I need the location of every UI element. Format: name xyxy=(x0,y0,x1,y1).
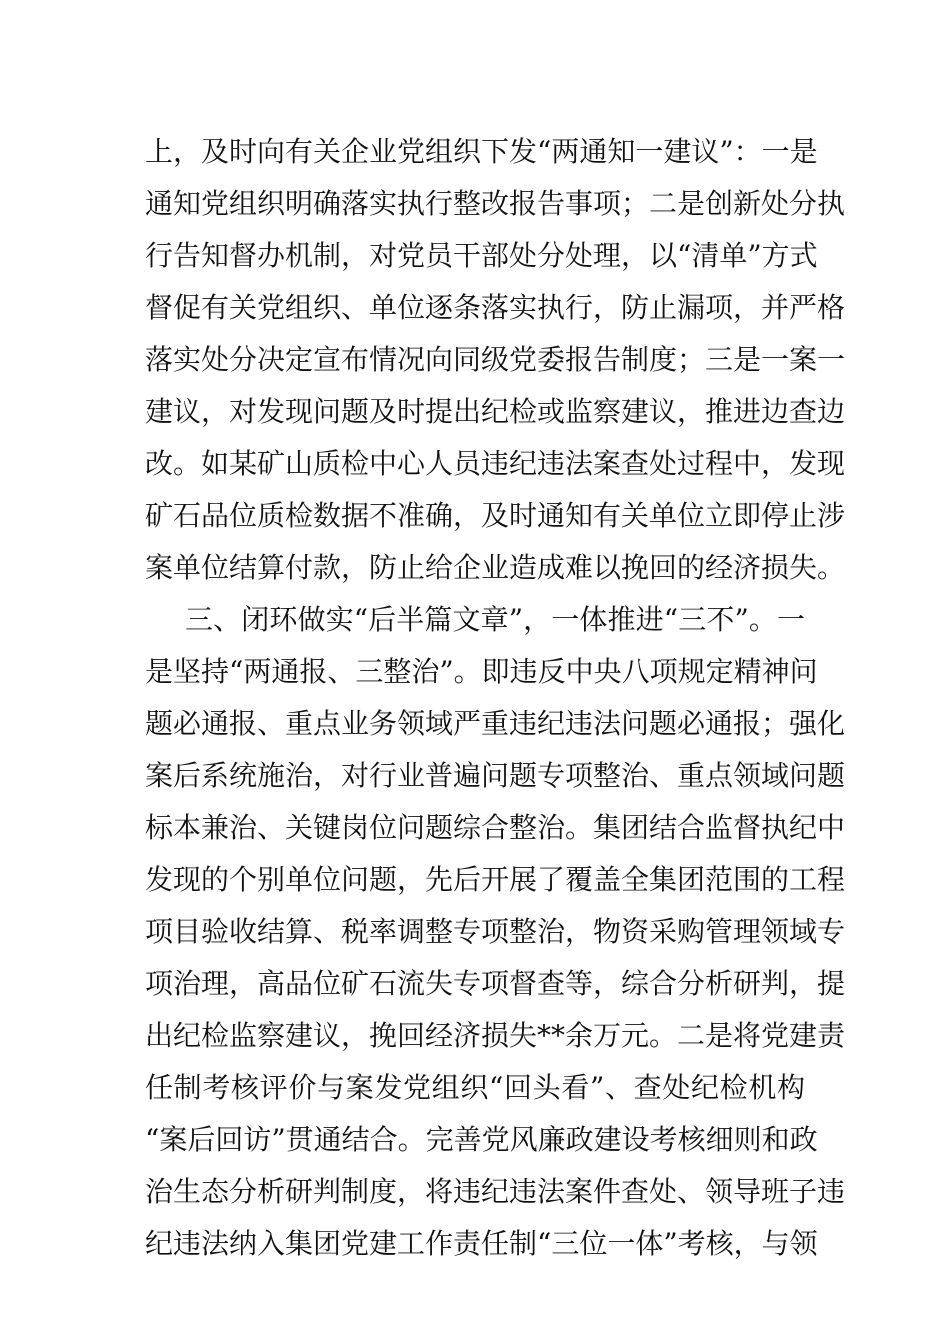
text-line: 上，及时向有关企业党组织下发“两通知一建议”：一是 xyxy=(145,135,818,168)
text-line: 发现的个别单位问题，先后开展了覆盖全集团范围的工程 xyxy=(145,863,846,896)
text-line: 落实处分决定宣布情况向同级党委报告制度；三是一案一 xyxy=(145,343,846,376)
text-line: 项治理，高品位矿石流失专项督查等，综合分析研判，提 xyxy=(145,967,846,1000)
text-line: 案后系统施治，对行业普遍问题专项整治、重点领域问题 xyxy=(145,759,846,792)
text-line: 治生态分析研判制度，将违纪违法案件查处、领导班子违 xyxy=(145,1175,846,1208)
text-line: 任制考核评价与案发党组织“回头看”、查处纪检机构 xyxy=(145,1071,805,1104)
text-line: 题必通报、重点业务领域严重违纪违法问题必通报；强化 xyxy=(145,707,846,740)
text-line: 出纪检监察建议，挽回经济损失**余万元。二是将党建责 xyxy=(145,1019,846,1052)
text-line: 通知党组织明确落实执行整改报告事项；二是创新处分执 xyxy=(145,187,846,220)
text-line: 案单位结算付款，防止给企业造成难以挽回的经济损失。 xyxy=(145,551,846,584)
text-line: 标本兼治、关键岗位问题综合整治。集团结合监督执纪中 xyxy=(145,811,846,844)
text-line: 矿石品位质检数据不准确，及时通知有关单位立即停止涉 xyxy=(145,499,846,532)
text-line: 项目验收结算、税率调整专项整治，物资采购管理领域专 xyxy=(145,915,846,948)
text-line: 行告知督办机制，对党员干部处分处理，以“清单”方式 xyxy=(145,239,818,272)
text-line: 改。如某矿山质检中心人员违纪违法案查处过程中，发现 xyxy=(145,447,846,480)
text-line: 建议，对发现问题及时提出纪检或监察建议，推进边查边 xyxy=(145,395,846,428)
text-line: 是坚持“两通报、三整治”。即违反中央八项规定精神问 xyxy=(145,655,818,688)
text-line: “案后回访”贯通结合。完善党风廉政建设考核细则和政 xyxy=(145,1123,818,1156)
text-line: 三、闭环做实“后半篇文章”，一体推进“三不”。一 xyxy=(185,603,805,636)
text-line: 督促有关党组织、单位逐条落实执行，防止漏项，并严格 xyxy=(145,291,846,324)
text-line: 纪违法纳入集团党建工作责任制“三位一体”考核，与领 xyxy=(145,1227,818,1260)
